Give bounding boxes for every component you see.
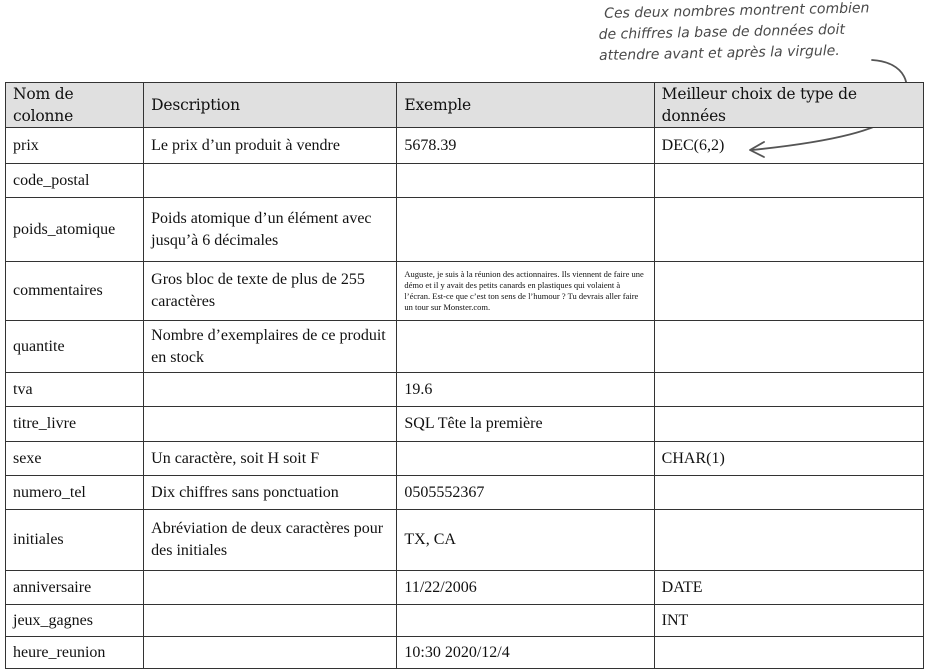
table-row: [6, 605, 924, 637]
table-row: [6, 262, 924, 321]
header-type: Meilleur choix de type de données: [654, 83, 923, 128]
table-row: [6, 407, 924, 442]
cell-description: Le prix d’un produit à vendre: [144, 128, 397, 164]
cell-column: heure_reunion: [6, 637, 144, 669]
cell-column: tva: [6, 373, 144, 407]
cell-example: TX, CA: [397, 510, 654, 571]
header-example: Exemple: [397, 83, 654, 128]
header-row: [6, 83, 924, 128]
note-line: de chiffres la base de données doit: [598, 21, 846, 43]
table-row: [6, 510, 924, 571]
table-row: [6, 571, 924, 605]
cell-type: [654, 373, 923, 407]
cell-type: [654, 637, 923, 669]
table-row: [6, 373, 924, 407]
data-types-table: [5, 82, 924, 669]
cell-example: [397, 198, 654, 262]
cell-type: [654, 407, 923, 442]
cell-example: [397, 442, 654, 476]
cell-column: commentaires: [6, 262, 144, 321]
cell-column: initiales: [6, 510, 144, 571]
cell-example: 0505552367: [397, 476, 654, 510]
cell-example: [397, 605, 654, 637]
cell-column: anniversaire: [6, 571, 144, 605]
cell-example: [397, 164, 654, 198]
cell-example: SQL Tête la première: [397, 407, 654, 442]
cell-example: [397, 321, 654, 373]
cell-description: [144, 605, 397, 637]
cell-example: 10:30 2020/12/4: [397, 637, 654, 669]
cell-description: Abréviation de deux caractères pour des initiales: [144, 510, 397, 571]
cell-type: INT: [654, 605, 923, 637]
cell-type: [654, 476, 923, 510]
cell-column: titre_livre: [6, 407, 144, 442]
table-row: [6, 321, 924, 373]
header-column-name: Nom de colonne: [6, 83, 144, 128]
cell-example: 5678.39: [397, 128, 654, 164]
cell-example: Auguste, je suis à la réunion des actionnaires. Ils viennent de faire une démo et il y avait des petits canards en plastiques qui volaient à l’écran. Est-ce que c’est ton sens de l’humour ? Tu devrais aller faire un tour sur Monster.com.: [397, 262, 654, 321]
cell-type: [654, 262, 923, 321]
cell-column: code_postal: [6, 164, 144, 198]
cell-description: [144, 373, 397, 407]
table-row: [6, 198, 924, 262]
cell-description: Poids atomique d’un élément avec jusqu’à 6 décimales: [144, 198, 397, 262]
cell-type: [654, 198, 923, 262]
note-line: Ces deux nombres montrent combien: [604, 0, 870, 22]
cell-type: DEC(6,2): [654, 128, 923, 164]
cell-example: 11/22/2006: [397, 571, 654, 605]
table-row: [6, 476, 924, 510]
cell-description: [144, 637, 397, 669]
cell-column: quantite: [6, 321, 144, 373]
cell-type: [654, 321, 923, 373]
cell-type: [654, 164, 923, 198]
cell-column: prix: [6, 128, 144, 164]
cell-description: Gros bloc de texte de plus de 255 caractères: [144, 262, 397, 321]
table-row: [6, 637, 924, 669]
cell-example: 19.6: [397, 373, 654, 407]
cell-description: [144, 407, 397, 442]
cell-column: numero_tel: [6, 476, 144, 510]
table-row: [6, 164, 924, 198]
cell-description: [144, 164, 397, 198]
note-line: attendre avant et après la virgule.: [598, 42, 840, 64]
table-row: [6, 442, 924, 476]
cell-description: Nombre d’exemplaires de ce produit en stock: [144, 321, 397, 373]
cell-type: [654, 510, 923, 571]
cell-type: DATE: [654, 571, 923, 605]
cell-column: sexe: [6, 442, 144, 476]
cell-description: Un caractère, soit H soit F: [144, 442, 397, 476]
cell-column: poids_atomique: [6, 198, 144, 262]
cell-description: [144, 571, 397, 605]
cell-column: jeux_gagnes: [6, 605, 144, 637]
cell-description: Dix chiffres sans ponctuation: [144, 476, 397, 510]
cell-type: CHAR(1): [654, 442, 923, 476]
header-description: Description: [144, 83, 397, 128]
table-row: [6, 128, 924, 164]
